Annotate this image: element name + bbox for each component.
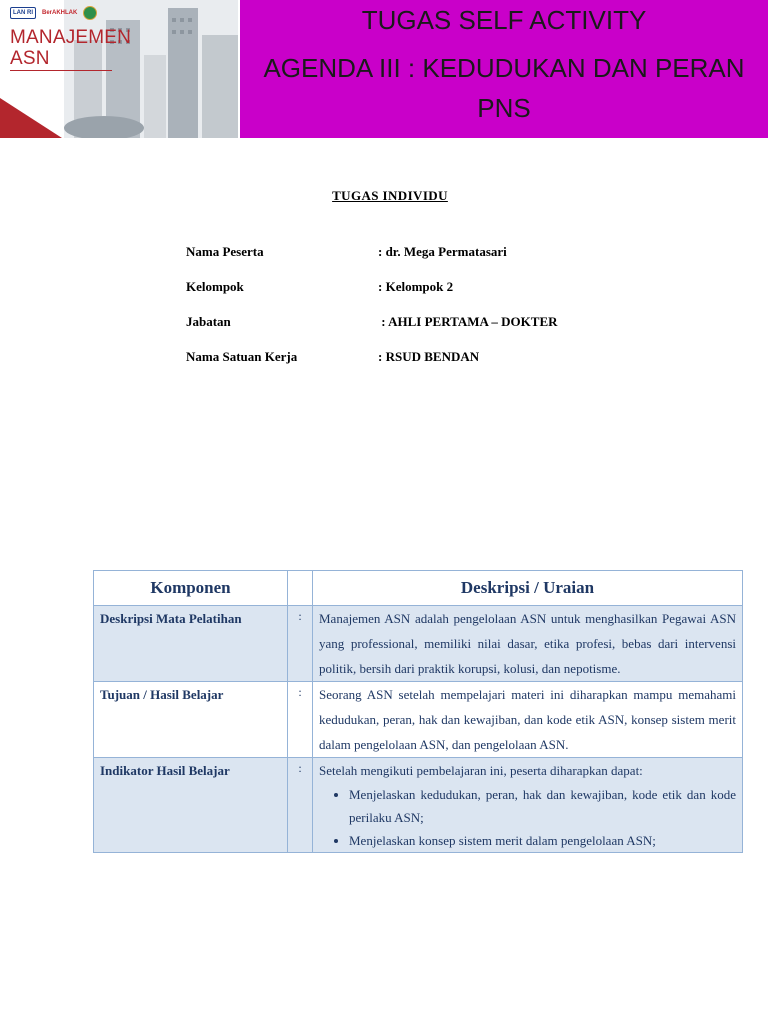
row-label: Indikator Hasil Belajar — [94, 758, 288, 853]
header-komponen: Komponen — [94, 571, 288, 606]
row-separator: : — [288, 606, 313, 682]
identity-label: Nama Peserta — [186, 244, 264, 259]
banner-manajemen-asn — [0, 0, 238, 138]
banner-title-line-3: PNS — [477, 93, 531, 123]
row-label: Tujuan / Hasil Belajar — [94, 682, 288, 758]
row-separator: : — [288, 682, 313, 758]
komponen-table — [93, 570, 743, 853]
berakhlak-logo: BerAKHLAK — [42, 10, 78, 16]
banner-title-line-1: TUGAS SELF ACTIVITY — [361, 5, 647, 35]
row-description: Seorang ASN setelah mempelajari materi ini diharapkan mampu memahami kedudukan, peran, hak dan kewajiban, dan kode etik ASN, konsep sistem merit dalam pengelolaan ASN, dan pengelolaan ASN. — [313, 682, 743, 758]
table-row — [94, 682, 743, 758]
bullet-list — [319, 783, 736, 852]
bullet-item: • Menjelaskan konsep sistem merit dalam pengelolaan ASN; — [349, 829, 736, 852]
city-buildings-image — [64, 0, 238, 138]
bullet-item: • Menjelaskan kedudukan, peran, hak dan kewajiban, kode etik dan kode perilaku ASN; — [349, 783, 736, 829]
table-row — [94, 758, 743, 853]
row-separator: : — [288, 758, 313, 853]
row-description — [313, 758, 743, 853]
row-label: Deskripsi Mata Pelatihan — [94, 606, 288, 682]
government-seal-icon — [83, 6, 97, 20]
logo-strip — [10, 6, 97, 20]
identity-label: Nama Satuan Kerja — [186, 349, 298, 364]
red-ribbon-decoration — [0, 98, 62, 138]
identity-value: : dr. Mega Permatasari — [378, 244, 507, 259]
lan-logo: LAN RI — [10, 7, 36, 19]
header-deskripsi: Deskripsi / Uraian — [313, 571, 743, 606]
document-heading: TUGAS INDIVIDU — [332, 188, 448, 203]
table-row — [94, 606, 743, 682]
identity-label: Kelompok — [186, 279, 244, 294]
identity-value: : RSUD BENDAN — [378, 349, 480, 364]
row-description-intro: Setelah mengikuti pembelajaran ini, peserta diharapkan dapat: — [319, 763, 643, 778]
banner-title-block — [240, 0, 768, 138]
identity-value: : Kelompok 2 — [378, 279, 454, 294]
banner-left-title: MANAJEMEN ASN — [10, 27, 132, 69]
title-underline — [10, 70, 112, 71]
identity-label: Jabatan — [186, 314, 231, 329]
banner-title-line-2: AGENDA III : KEDUDUKAN DAN PERAN — [263, 53, 745, 83]
identity-value: : AHLI PERTAMA – DOKTER — [378, 314, 558, 329]
table-header-row — [94, 571, 743, 606]
row-description: Manajemen ASN adalah pengelolaan ASN untuk menghasilkan Pegawai ASN yang professional, memiliki nilai dasar, etika profesi, bebas dari intervensi politik, bersih dari praktik korupsi, kolusi, dan nepotisme. — [313, 606, 743, 682]
header-separator — [288, 571, 313, 606]
